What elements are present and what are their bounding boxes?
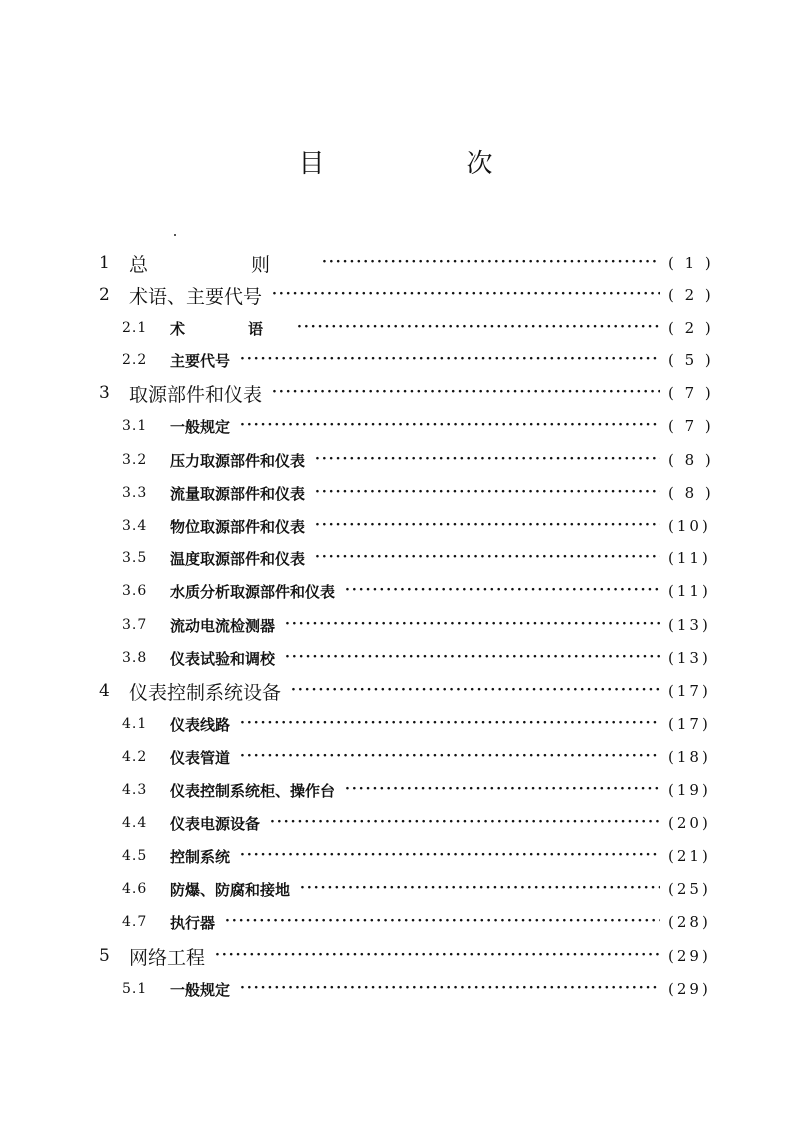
toc-entry-number: 4.2 [122, 749, 148, 765]
toc-entry-page: ( 2 ) [668, 319, 714, 337]
toc-entry-page: ( 8 ) [668, 451, 714, 469]
toc-leader-dots [240, 847, 660, 865]
toc-entry-number: 4.5 [122, 848, 148, 864]
toc-entry-page: ( 8 ) [668, 484, 714, 502]
toc-entry-label: 温度取源部件和仪表 [170, 549, 306, 568]
toc-entry-label: 总 则 [129, 253, 313, 276]
toc-entry-page: (25) [668, 880, 711, 898]
toc-entry[interactable] [0, 642, 791, 674]
scan-speck [174, 234, 176, 236]
toc-entry-number: 3.3 [122, 485, 148, 501]
toc-entry-label: 仪表试验和调校 [170, 649, 276, 668]
toc-entry-number: 3.8 [122, 650, 148, 666]
toc-entry-label: 术 语 [170, 319, 288, 338]
toc-entry-label: 仪表管道 [170, 748, 231, 767]
toc-entry[interactable] [0, 377, 791, 409]
toc-leader-dots [345, 582, 660, 600]
toc-entry-number: 5.1 [122, 981, 148, 997]
toc-entry[interactable] [0, 741, 791, 773]
toc-entry[interactable] [0, 279, 791, 311]
toc-leader-dots [240, 715, 660, 733]
toc-entry[interactable] [0, 542, 791, 574]
toc-leader-dots [215, 947, 660, 965]
toc-entry[interactable] [0, 410, 791, 442]
toc-leader-dots [315, 517, 660, 535]
toc-entry[interactable] [0, 609, 791, 641]
toc-entry-label: 一般规定 [170, 980, 231, 999]
toc-entry[interactable] [0, 344, 791, 376]
toc-entry-label: 网络工程 [129, 946, 206, 969]
toc-leader-dots [272, 384, 660, 402]
toc-leader-dots [297, 319, 660, 337]
toc-entry-label: 仪表线路 [170, 715, 231, 734]
toc-leader-dots [285, 649, 660, 667]
toc-entry-label: 物位取源部件和仪表 [170, 517, 306, 536]
toc-entry-label: 水质分析取源部件和仪表 [170, 582, 336, 601]
toc-entry-page: (18) [668, 748, 711, 766]
toc-entry-number: 1 [99, 253, 110, 273]
toc-entry[interactable] [0, 477, 791, 509]
toc-entry-page: ( 5 ) [668, 351, 714, 369]
toc-leader-dots [322, 254, 660, 272]
toc-entry-label: 主要代号 [170, 351, 231, 370]
page-title: 目 次 [298, 149, 551, 179]
toc-entry[interactable] [0, 444, 791, 476]
toc-entry-number: 3.7 [122, 617, 148, 633]
toc-leader-dots [315, 549, 660, 567]
toc-entry-page: (10) [668, 517, 711, 535]
toc-leader-dots [345, 781, 660, 799]
toc-entry-page: (21) [668, 847, 711, 865]
toc-entry-number: 2.2 [122, 352, 148, 368]
toc-entry-number: 3.5 [122, 550, 148, 566]
toc-entry-page: ( 7 ) [668, 417, 714, 435]
toc-entry-number: 4 [99, 681, 110, 701]
toc-entry-page: (28) [668, 913, 711, 931]
toc-entry[interactable] [0, 708, 791, 740]
toc-leader-dots [291, 682, 660, 700]
toc-entry[interactable] [0, 940, 791, 972]
toc-entry-number: 3.6 [122, 583, 148, 599]
toc-entry-label: 仪表电源设备 [170, 814, 261, 833]
toc-entry-number: 2.1 [122, 320, 148, 336]
toc-entry[interactable] [0, 247, 791, 279]
toc-entry-number: 3.4 [122, 518, 148, 534]
toc-entry-label: 取源部件和仪表 [129, 383, 263, 406]
toc-entry-number: 3 [99, 383, 110, 403]
toc-entry-page: (29) [668, 947, 711, 965]
toc-leader-dots [240, 417, 660, 435]
toc-entry[interactable] [0, 973, 791, 1005]
toc-entry[interactable] [0, 807, 791, 839]
toc-entry-number: 4.1 [122, 716, 148, 732]
toc-leader-dots [225, 913, 660, 931]
toc-entry-page: (11) [668, 549, 711, 567]
toc-entry-label: 流量取源部件和仪表 [170, 484, 306, 503]
toc-leader-dots [270, 814, 660, 832]
toc-entry-number: 4.3 [122, 782, 148, 798]
toc-entry-label: 一般规定 [170, 417, 231, 436]
toc-entry-label: 流动电流检测器 [170, 616, 276, 635]
toc-leader-dots [300, 880, 660, 898]
toc-leader-dots [315, 451, 660, 469]
toc-entry-page: (13) [668, 649, 711, 667]
toc-entry-page: (29) [668, 980, 711, 998]
toc-entry-page: (20) [668, 814, 711, 832]
toc-entry-number: 4.6 [122, 881, 148, 897]
toc-entry-page: (17) [668, 682, 711, 700]
toc-entry-page: (17) [668, 715, 711, 733]
toc-leader-dots [240, 351, 660, 369]
toc-entry-number: 3.2 [122, 452, 148, 468]
toc-entry-number: 3.1 [122, 418, 148, 434]
toc-leader-dots [240, 748, 660, 766]
toc-entry[interactable] [0, 873, 791, 905]
toc-entry-label: 执行器 [170, 913, 216, 932]
toc-entry-label: 仪表控制系统柜、操作台 [170, 781, 336, 800]
toc-entry-number: 2 [99, 285, 110, 305]
toc-leader-dots [272, 286, 660, 304]
toc-entry[interactable] [0, 840, 791, 872]
toc-entry-label: 术语、主要代号 [129, 285, 263, 308]
toc-entry-label: 仪表控制系统设备 [129, 681, 282, 704]
toc-entry-page: ( 1 ) [668, 254, 714, 272]
toc-leader-dots [285, 616, 660, 634]
toc-entry-page: ( 7 ) [668, 384, 714, 402]
toc-entry[interactable] [0, 312, 791, 344]
toc-entry-label: 压力取源部件和仪表 [170, 451, 306, 470]
toc-entry[interactable] [0, 510, 791, 542]
toc-entry-number: 4.4 [122, 815, 148, 831]
toc-entry-label: 防爆、防腐和接地 [170, 880, 291, 899]
toc-leader-dots [240, 980, 660, 998]
toc-entry[interactable] [0, 906, 791, 938]
toc-entry-label: 控制系统 [170, 847, 231, 866]
toc-entry[interactable] [0, 675, 791, 707]
toc-entry-number: 4.7 [122, 914, 148, 930]
toc-leader-dots [315, 484, 660, 502]
toc-entry-page: (13) [668, 616, 711, 634]
toc-entry-page: (11) [668, 582, 711, 600]
toc-entry-page: ( 2 ) [668, 286, 714, 304]
page-cutoff-mask [0, 1012, 791, 1122]
toc-entry[interactable] [0, 575, 791, 607]
toc-entry-page: (19) [668, 781, 711, 799]
toc-entry[interactable] [0, 774, 791, 806]
toc-entry-number: 5 [99, 946, 110, 966]
